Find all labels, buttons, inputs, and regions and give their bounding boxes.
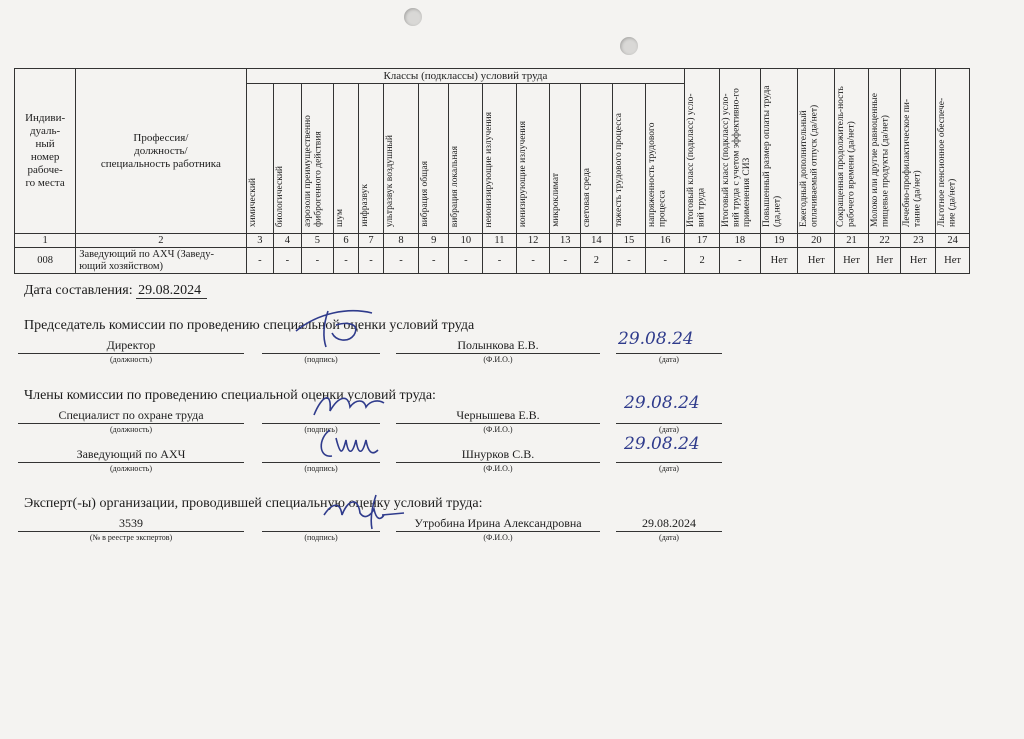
header-classes: Классы (подклассы) условий труда	[246, 69, 685, 84]
column-number: 24	[936, 234, 970, 248]
extra-value: 2	[685, 248, 720, 274]
header-factor-10	[516, 84, 550, 234]
extra-value: Нет	[936, 248, 970, 274]
factor-value: -	[646, 248, 685, 274]
header-factor-13-text: тяжесть трудового процесса	[613, 113, 624, 227]
column-number: 7	[358, 234, 384, 248]
extra-value: Нет	[868, 248, 901, 274]
header-factor-14-text: напряженность трудового процесса	[647, 122, 668, 227]
header-factor-12-text: световая среда	[582, 167, 593, 227]
header-factor-10-text: ионизирующие излучения	[517, 120, 528, 227]
date-line	[24, 283, 207, 299]
caption-fio: (Ф.И.О.)	[483, 533, 513, 542]
member-2-date-handwritten: 29.08.24	[624, 434, 700, 454]
header-factor-9-text: неионизирующие излучения	[484, 111, 495, 227]
caption-signature: (подпись)	[304, 425, 338, 434]
column-number: 11	[483, 234, 517, 248]
header-extra-4	[798, 69, 835, 234]
header-factor-1	[246, 84, 274, 234]
column-number: 5	[301, 234, 334, 248]
expert-fio: Утробина Ирина Александровна	[396, 515, 600, 532]
caption-fio: (Ф.И.О.)	[483, 425, 513, 434]
caption-date: (дата)	[659, 533, 679, 542]
header-factor-13	[612, 84, 646, 234]
member-2-signature-row	[18, 434, 728, 476]
caption-signature: (подпись)	[304, 533, 338, 542]
column-number: 20	[798, 234, 835, 248]
extra-value: -	[719, 248, 760, 274]
header-factor-12	[581, 84, 613, 234]
factor-value: -	[483, 248, 517, 274]
header-factor-6	[384, 84, 419, 234]
column-number: 12	[516, 234, 550, 248]
header-workplace-number: Индиви- дуаль- ный номер рабоче- го места	[15, 69, 76, 234]
caption-fio: (Ф.И.О.)	[483, 355, 513, 364]
header-factor-8	[449, 84, 483, 234]
caption-signature: (подпись)	[304, 464, 338, 473]
header-factor-8-text: вибрация локальная	[450, 145, 461, 227]
header-factor-2-text: биологический	[275, 165, 286, 227]
expert-signature-icon	[318, 489, 408, 533]
chair-date-handwritten: 29.08.24	[618, 329, 694, 349]
member-2-signature-icon	[314, 424, 384, 468]
caption-position: (должность)	[110, 464, 152, 473]
column-number: 4	[274, 234, 302, 248]
factor-value: -	[449, 248, 483, 274]
header-extra-7	[901, 69, 936, 234]
header-extra-1-text: Итоговый класс (подкласс) усло-вий труда	[686, 93, 707, 227]
header-extra-5	[835, 69, 869, 234]
factor-value: 2	[581, 248, 613, 274]
caption-fio: (Ф.И.О.)	[483, 464, 513, 473]
column-number: 14	[581, 234, 613, 248]
column-number: 2	[76, 234, 246, 248]
caption-registry: (№ в реестре экспертов)	[89, 533, 173, 542]
header-extra-2-text: Итоговый класс (подкласс) усло-вий труда с учетом эффективно-го применения СИЗ	[720, 88, 752, 227]
workplace-id: 008	[15, 248, 76, 274]
expert-heading: Эксперт(-ы) организации, проводившей специальную оценку условий труда:	[24, 496, 483, 511]
caption-date: (дата)	[659, 464, 679, 473]
factor-value: -	[334, 248, 358, 274]
column-number: 9	[418, 234, 449, 248]
header-factor-14	[646, 84, 685, 234]
column-number: 8	[384, 234, 419, 248]
header-factor-5-text: инфразвук	[359, 184, 370, 227]
column-number: 6	[334, 234, 358, 248]
member-2-fio: Шнурков С.В.	[396, 446, 600, 463]
header-extra-3-text: Повышенный размер оплаты труда (да,нет)	[761, 85, 783, 227]
header-extra-6	[868, 69, 901, 234]
working-conditions-table	[14, 68, 970, 274]
factor-value: -	[516, 248, 550, 274]
header-factor-7	[418, 84, 449, 234]
date-label: Дата составления:	[24, 283, 133, 298]
caption-position: (должность)	[110, 355, 152, 364]
header-factor-4-text: шум	[335, 209, 346, 227]
member-1-position: Специалист по охране труда	[18, 407, 244, 424]
extra-value: Нет	[901, 248, 936, 274]
factor-value: -	[246, 248, 274, 274]
header-factor-2	[274, 84, 302, 234]
member-1-signature-icon	[308, 385, 388, 425]
header-extra-1	[685, 69, 720, 234]
header-factor-5	[358, 84, 384, 234]
header-extra-8-text: Льготное пенсионное обеспече-ние (да/нет)	[937, 97, 958, 227]
header-extra-3	[760, 69, 798, 234]
expert-signature-row	[18, 515, 728, 545]
column-number: 21	[835, 234, 869, 248]
extra-value: Нет	[835, 248, 869, 274]
header-factor-1-text: химический	[247, 177, 258, 227]
punch-hole-right	[620, 37, 638, 55]
header-factor-3-text: аэрозоли преимущественно фиброгенного действия	[302, 115, 324, 227]
chair-heading: Председатель комиссии по проведению специальной оценки условий труда	[24, 318, 475, 333]
date-value: 29.08.2024	[136, 283, 207, 299]
header-factor-11-text: микроклимат	[551, 173, 562, 227]
chair-position: Директор	[18, 337, 244, 354]
header-extra-4-text: Ежегодный дополнительный оплачиваемый отпуск (да/нет)	[799, 104, 820, 227]
caption-position: (должность)	[110, 425, 152, 434]
expert-registry-number: 3539	[18, 515, 244, 532]
member-1-fio: Чернышева Е.В.	[396, 407, 600, 424]
column-number: 19	[760, 234, 798, 248]
header-profession: Профессия/ должность/ специальность работника	[76, 69, 246, 234]
header-extra-5-text: Сокращенная продолжитель-ность рабочего времени (да/нет)	[836, 86, 857, 227]
factor-value: -	[274, 248, 302, 274]
column-number: 15	[612, 234, 646, 248]
factor-value: -	[358, 248, 384, 274]
factor-value: -	[612, 248, 646, 274]
extra-value: Нет	[798, 248, 835, 274]
extra-value: Нет	[760, 248, 798, 274]
chair-signature-icon	[288, 303, 378, 353]
caption-date: (дата)	[659, 355, 679, 364]
column-number-row	[15, 234, 970, 248]
column-number: 17	[685, 234, 720, 248]
caption-date: (дата)	[659, 425, 679, 434]
member-2-position: Заведующий по АХЧ	[18, 446, 244, 463]
header-factor-7-text: вибрация общая	[419, 161, 430, 227]
column-number: 16	[646, 234, 685, 248]
header-factor-3	[301, 84, 334, 234]
header-extra-7-text: Лечебно-профилактическое пи-тание (да/нет)	[902, 98, 923, 227]
members-heading: Члены комиссии по проведению специальной оценки условий труда:	[24, 388, 436, 403]
header-factor-6-text: ультразвук воздушный	[385, 134, 396, 227]
column-number: 13	[550, 234, 581, 248]
expert-date: 29.08.2024	[616, 515, 722, 532]
header-extra-6-text: Молоко или другие равноценные пищевые продукты (да/нет)	[869, 92, 891, 227]
factor-value: -	[550, 248, 581, 274]
header-factor-4	[334, 84, 358, 234]
factor-value: -	[301, 248, 334, 274]
caption-signature: (подпись)	[304, 355, 338, 364]
column-number: 3	[246, 234, 274, 248]
column-number: 18	[719, 234, 760, 248]
factor-value: -	[384, 248, 419, 274]
column-number: 10	[449, 234, 483, 248]
factor-value: -	[418, 248, 449, 274]
column-number: 22	[868, 234, 901, 248]
header-extra-2	[719, 69, 760, 234]
chair-fio: Полынкова Е.В.	[396, 337, 600, 354]
header-extra-8	[936, 69, 970, 234]
header-factor-9	[483, 84, 517, 234]
chair-signature-row	[18, 329, 728, 367]
profession-cell: Заведующий по АХЧ (Заведу- ющий хозяйством)	[76, 248, 246, 274]
member-1-date-handwritten: 29.08.24	[624, 393, 700, 413]
header-factor-11	[550, 84, 581, 234]
punch-hole-top	[404, 8, 422, 26]
column-number: 23	[901, 234, 936, 248]
table-row	[15, 248, 970, 274]
column-number: 1	[15, 234, 76, 248]
